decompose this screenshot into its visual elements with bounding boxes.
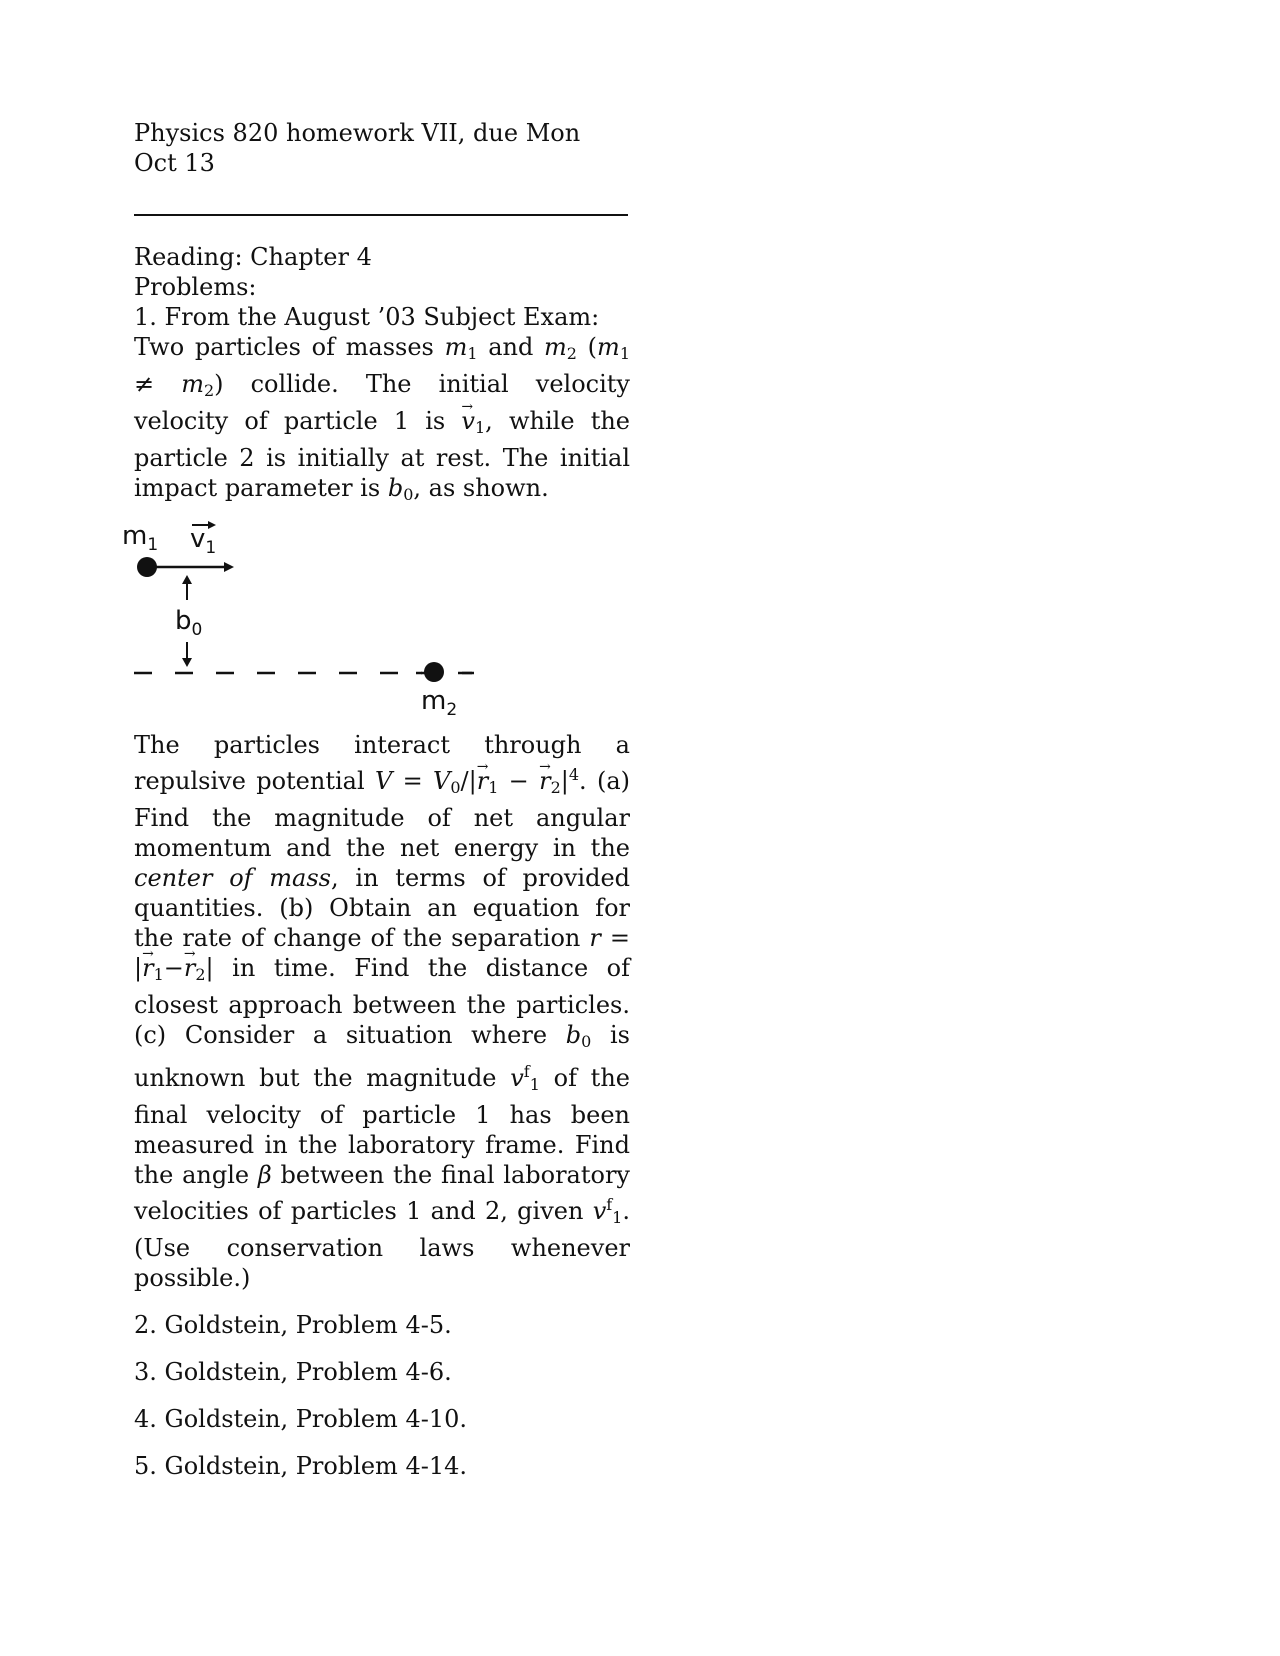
setup-text: ) collide. The initial velocity velocity of particle 1 is: [134, 370, 630, 435]
potential-symbol: V: [374, 767, 393, 795]
impact-arrow-up-head: [182, 575, 192, 584]
reading-assignment: Reading: Chapter 4: [134, 243, 372, 271]
collision-diagram: [122, 516, 622, 724]
title-divider: [134, 214, 628, 216]
problem-1-setup: [134, 332, 630, 510]
problem-1: [122, 302, 631, 1293]
page-title: Physics 820 homework VII, due Mon Oct 13: [134, 119, 581, 177]
position-1-symbol: → $r_1$: [477, 767, 499, 795]
potential-constant: $V_0$: [433, 767, 461, 797]
setup-text: Two particles of masses: [134, 333, 445, 361]
problem-item: 5. Goldstein, Problem 4-14.: [134, 1452, 467, 1480]
problem-item: 2. Goldstein, Problem 4-5.: [134, 1311, 452, 1339]
mass-compare-1: $m_1$: [597, 333, 630, 363]
impact-parameter-symbol: $b_0$: [387, 474, 414, 504]
velocity-arrow-head: [224, 562, 234, 572]
diagram-m1-label: $m_1$: [122, 521, 159, 555]
diagram-v1-label: $v_1$: [190, 524, 217, 558]
problem-1-intro: 1. From the August ’03 Subject Exam:: [134, 303, 600, 331]
center-of-mass-emphasis: center of mass: [134, 864, 331, 892]
problem-1-body: The particles interact through a repulsive potential $V = V_0/|\to r_1$ − → $r_2|^4$. (a) Find the magnitude of net angular momentum and the net energy in the center of mass, in terms of provided quantities. (b) Obtain an equation for the rate of change of the separation r = |→ $r_1-\to r_2|$ in time. Find the distance of closest approach between the particles. (c) Consider a situation where $b_0$ is unknown but the magnitude $v^f_1$ of the final velocity of particle 1 has been measured in the laboratory frame. Find the angle β between the final laboratory velocities of particles 1 and 2, given $v^f_1$. (Use conservation laws whenever possible.): [134, 730, 630, 1293]
separation-r2: → $r_2$: [184, 954, 206, 982]
diagram-b0-label: $b_0$: [175, 606, 203, 640]
setup-text: , as shown.: [413, 474, 549, 502]
beta-symbol: β: [257, 1161, 272, 1189]
problems-heading: Problems:: [134, 273, 257, 301]
setup-text: (: [576, 333, 598, 361]
final-velocity-symbol: $v^f_1$: [510, 1062, 540, 1094]
final-velocity-symbol: $v^f_1$: [592, 1195, 623, 1227]
setup-text: and: [477, 333, 545, 361]
particle-2-dot: [424, 662, 444, 682]
mass-compare-2: $m_2$: [181, 370, 215, 400]
not-equal-sign: ≠: [134, 370, 182, 398]
v1-vector-arrowhead: [208, 521, 216, 529]
setup-text: , while the particle 2 is initially at rest. The initial impact parameter is: [134, 407, 630, 502]
impact-arrow-down-head: [182, 658, 192, 667]
impact-parameter-symbol: $b_0$: [565, 1021, 592, 1051]
mass-1-symbol: $m_1$: [444, 333, 478, 363]
homework-page: [122, 118, 631, 1481]
velocity-1-symbol: → $v_1$: [461, 407, 485, 435]
mass-2-symbol: $m_2$: [544, 333, 577, 363]
diagram-m2-label: $m_2$: [421, 686, 458, 720]
separation-symbol: r: [589, 924, 601, 952]
separation-r1: → $r_1$: [142, 954, 164, 982]
problem-item: 3. Goldstein, Problem 4-6.: [134, 1358, 452, 1386]
problem-item: 4. Goldstein, Problem 4-10.: [134, 1405, 467, 1433]
position-2-symbol: → $r_2$: [539, 767, 561, 795]
